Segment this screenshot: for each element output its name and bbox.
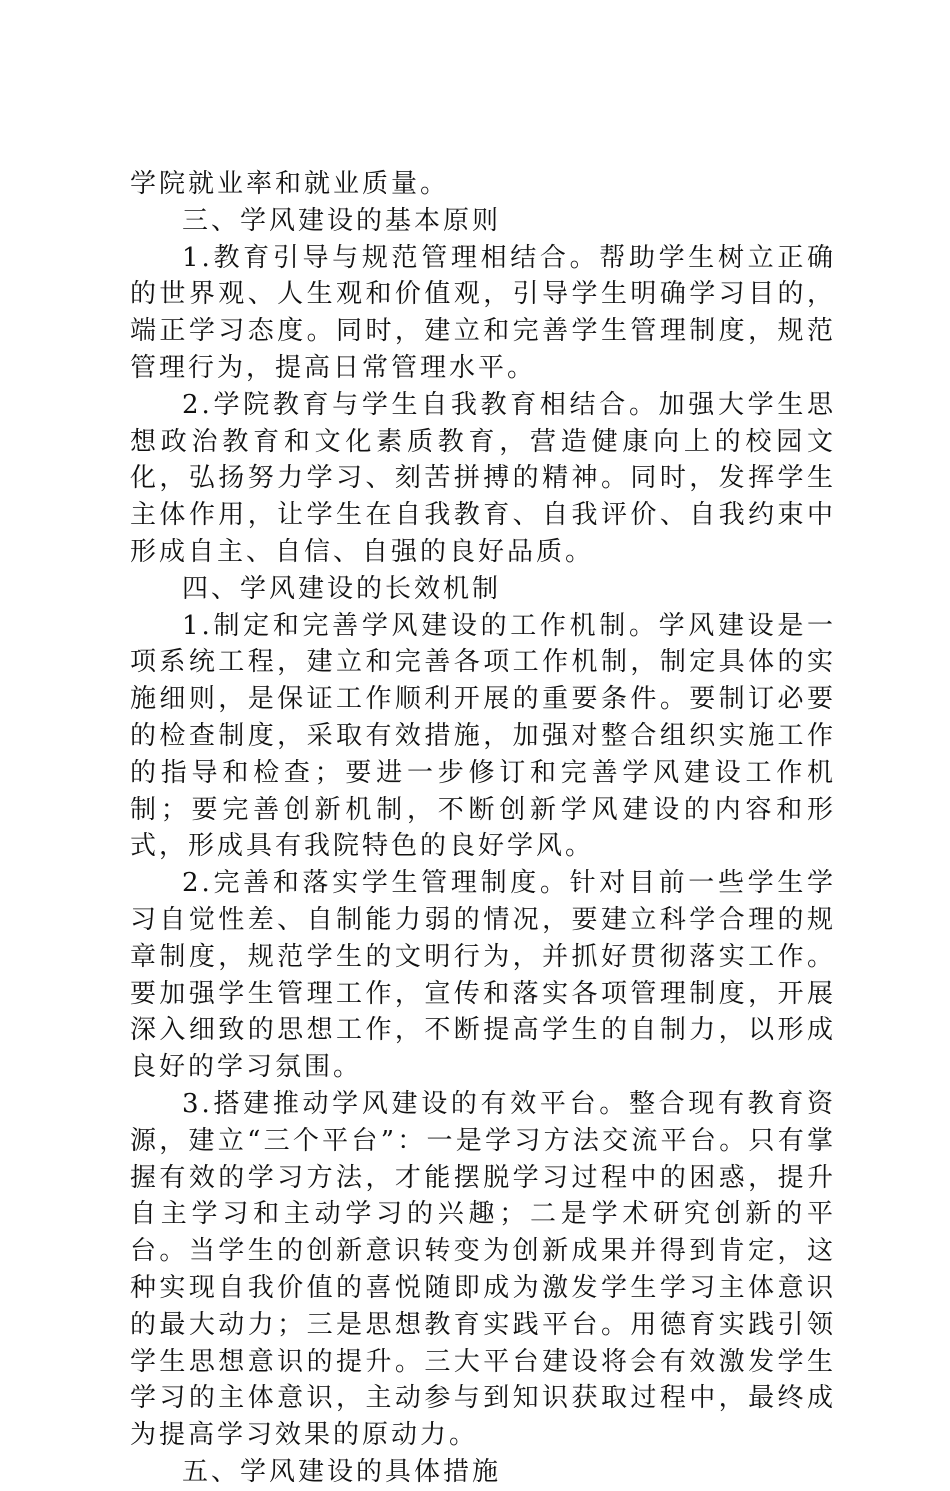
paragraph-mechanism-3: 3.搭建推动学风建设的有效平台。整合现有教育资源，建立“三个平台”：一是学习方法交流平台。只有掌握有效的学习方法，才能摆脱学习过程中的困惑，提升自主学习和主动学习的兴趣；二是学术研究创新的平台。当学生的创新意识转变为创新成果并得到肯定，这种实现自我价值的喜悦随即成为激发学生学习主体意识的最大动力；三是思想教育实践平台。用德育实践引领学生思想意识的提升。三大平台建设将会有效激发学生学习的主体意识，主动参与到知识获取过程中，最终成为提高学习效果的原动力。: [130, 1088, 836, 1451]
paragraph-continuation: 学院就业率和就业质量。: [130, 169, 450, 199]
paragraph-mechanism-1: 1.制定和完善学风建设的工作机制。学风建设是一项系统工程，建立和完善各项工作机制，制定具体的实施细则，是保证工作顺利开展的重要条件。要制订必要的检查制度，采取有效措施，加强对整合组织实施工作的指导和检查；要进一步修订和完善学风建设工作机制；要完善创新机制，不断创新学风建设的内容和形式，形成具有我院特色的良好学风。: [130, 610, 836, 862]
section-heading-4: 四、学风建设的长效机制: [182, 573, 502, 604]
paragraph-principle-1: 1.教育引导与规范管理相结合。帮助学生树立正确的世界观、人生观和价值观，引导学生明确学习目的，端正学习态度。同时，建立和完善学生管理制度，规范管理行为，提高日常管理水平。: [130, 242, 836, 383]
paragraph-principle-2: 2.学院教育与学生自我教育相结合。加强大学生思想政治教育和文化素质教育，营造健康向上的校园文化，弘扬努力学习、刻苦拼搏的精神。同时，发挥学生主体作用，让学生在自我教育、自我评价、自我约束中形成自主、自信、自强的良好品质。: [130, 389, 836, 567]
paragraph-mechanism-2: 2.完善和落实学生管理制度。针对目前一些学生学习自觉性差、自制能力弱的情况，要建立科学合理的规章制度，规范学生的文明行为，并抓好贯彻落实工作。要加强学生管理工作，宣传和落实各项管理制度，开展深入细致的思想工作，不断提高学生的自制力，以形成良好的学习氛围。: [130, 868, 836, 1083]
section-heading-5: 五、学风建设的具体措施: [182, 1456, 502, 1487]
document-body: [130, 166, 836, 1491]
section-heading-3: 三、学风建设的基本原则: [182, 205, 502, 236]
